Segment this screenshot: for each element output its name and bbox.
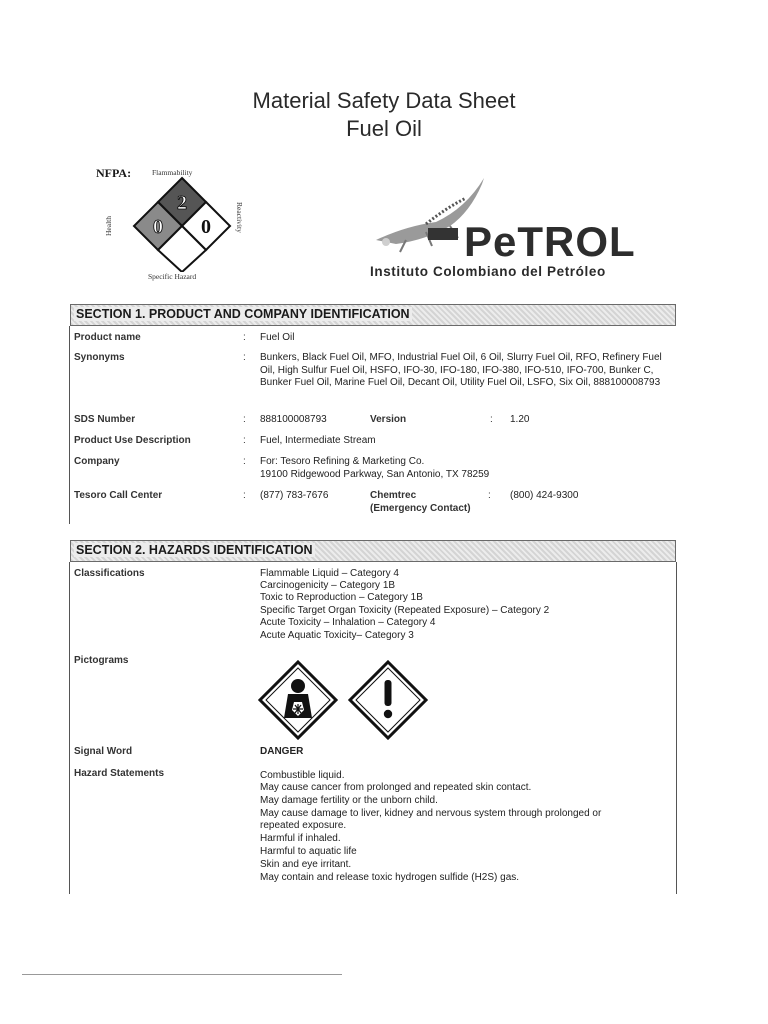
hazard-statement: May contain and release toxic hydrogen sulfide (H2S) gas. bbox=[260, 872, 520, 883]
sds-number-value: 888100008793 bbox=[260, 414, 327, 425]
synonyms-value: Bunkers, Black Fuel Oil, MFO, Industrial Fuel Oil, 6 Oil, Slurry Fuel Oil, RFO, Refinery Fuel Oil, High Sulfur Fuel Oil, HSFO, IFO-30, IFO-180, IFO-380, IFO-510, IFO-700, Bunker C, Bunker Fuel Oil, Marine Fuel Oil, Decant Oil, Utility Fuel Oil, LSFO, Six Oil, 888100008793 bbox=[260, 352, 662, 388]
logo-wordmark: PeTROL bbox=[464, 218, 636, 265]
pictograms-label: Pictograms bbox=[74, 655, 129, 666]
version-value: 1.20 bbox=[510, 414, 530, 425]
company-name: For: Tesoro Refining & Marketing Co. bbox=[260, 456, 425, 467]
classification-item: Specific Target Organ Toxicity (Repeated Exposure) – Category 2 bbox=[260, 605, 550, 616]
hazard-statement: Combustible liquid. bbox=[260, 770, 345, 781]
sds-number-label: SDS Number bbox=[74, 414, 136, 425]
colon: : bbox=[488, 490, 491, 501]
call-center-label: Tesoro Call Center bbox=[74, 490, 163, 501]
colon: : bbox=[490, 414, 493, 425]
hazard-statements-label: Hazard Statements bbox=[74, 768, 165, 779]
classification-item: Acute Toxicity – Inhalation – Category 4 bbox=[260, 617, 436, 628]
nfpa-flammability-value: 2 bbox=[177, 192, 187, 214]
document-title: Material Safety Data Sheet bbox=[252, 88, 516, 113]
product-use-value: Fuel, Intermediate Stream bbox=[260, 435, 376, 446]
nfpa-reactivity-value: 0 bbox=[201, 216, 211, 238]
product-use-label: Product Use Description bbox=[74, 435, 191, 446]
nfpa-specific-hazard-caption: Specific Hazard bbox=[148, 272, 197, 281]
section1-left-border bbox=[69, 326, 70, 524]
colon: : bbox=[243, 435, 246, 446]
footer-divider bbox=[22, 974, 342, 975]
product-name-label: Product name bbox=[74, 332, 141, 343]
colon: : bbox=[243, 456, 246, 467]
section2-left-border bbox=[69, 562, 70, 894]
version-label: Version bbox=[370, 414, 407, 425]
section2-heading bbox=[70, 540, 676, 562]
chemtrec-emergency-label: (Emergency Contact) bbox=[370, 503, 471, 514]
company-address: 19100 Ridgewood Parkway, San Antonio, TX 78259 bbox=[260, 469, 490, 480]
classification-item: Carcinogenicity – Category 1B bbox=[260, 580, 396, 591]
nfpa-flammability-caption: Flammability bbox=[152, 168, 193, 177]
exclamation-pictogram-icon bbox=[348, 660, 428, 740]
logo-subtitle: Instituto Colombiano del Petróleo bbox=[370, 264, 606, 279]
section1-heading bbox=[70, 304, 676, 326]
company-label: Company bbox=[74, 456, 120, 467]
hazard-statement: Skin and eye irritant. bbox=[260, 859, 352, 870]
colon: : bbox=[243, 332, 246, 343]
nfpa-label: NFPA: bbox=[96, 166, 132, 180]
classifications-label: Classifications bbox=[74, 568, 145, 579]
hazard-statement: May cause damage to liver, kidney and nervous system through prolonged or bbox=[260, 808, 602, 819]
classification-item: Toxic to Reproduction – Category 1B bbox=[260, 592, 423, 603]
classification-item: Flammable Liquid – Category 4 bbox=[260, 568, 399, 579]
hazard-statement: Harmful to aquatic life bbox=[260, 846, 357, 857]
hazard-statement: May cause cancer from prolonged and repeated skin contact. bbox=[260, 782, 532, 793]
signal-word-label: Signal Word bbox=[74, 746, 133, 757]
hazard-statement: Harmful if inhaled. bbox=[260, 833, 341, 844]
nfpa-diamond bbox=[132, 176, 232, 272]
nfpa-health-value: 0 bbox=[153, 216, 163, 238]
product-name-value: Fuel Oil bbox=[260, 332, 295, 343]
section1-heading-text: SECTION 1. PRODUCT AND COMPANY IDENTIFICATION bbox=[76, 307, 410, 321]
hazard-statement: repeated exposure. bbox=[260, 820, 347, 831]
nfpa-health-caption: Health bbox=[104, 216, 113, 236]
section2-heading-text: SECTION 2. HAZARDS IDENTIFICATION bbox=[76, 543, 313, 557]
signal-word-value: DANGER bbox=[260, 746, 304, 757]
call-center-phone: (877) 783-7676 bbox=[260, 490, 329, 501]
colon: : bbox=[243, 352, 246, 363]
colon: : bbox=[243, 490, 246, 501]
section2-right-border bbox=[676, 562, 677, 894]
nfpa-reactivity-caption: Reactivity bbox=[235, 202, 244, 233]
health-hazard-pictogram-icon bbox=[258, 660, 338, 740]
hazard-statement: May damage fertility or the unborn child. bbox=[260, 795, 438, 806]
classification-item: Acute Aquatic Toxicity– Category 3 bbox=[260, 630, 414, 641]
chemtrec-phone: (800) 424-9300 bbox=[510, 490, 579, 501]
colon: : bbox=[243, 414, 246, 425]
synonyms-label: Synonyms bbox=[74, 352, 125, 363]
chemtrec-label: Chemtrec bbox=[370, 490, 417, 501]
document-subtitle: Fuel Oil bbox=[346, 116, 422, 141]
